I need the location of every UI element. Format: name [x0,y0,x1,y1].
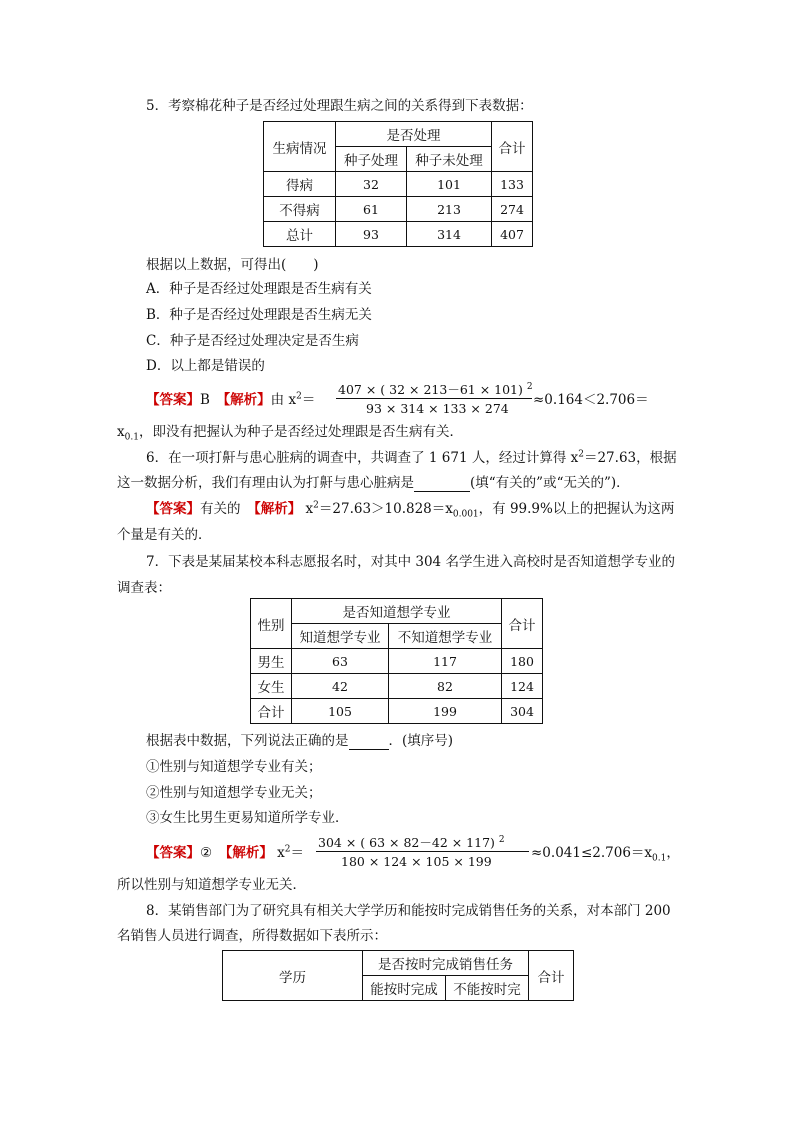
numerator-text: 407 × ( 32 × 213－61 × 101) [338,382,527,397]
q7-item-1: ①性别与知道想学专业有关； [146,759,322,775]
q5-answer-line [146,391,315,409]
q5-option-a: A．种子是否经过处理跟是否生病有关 [146,281,372,297]
row-label: 得病 [264,172,336,197]
q6-line2 [117,474,630,492]
table-row [251,649,543,674]
q8-header-total: 合计 [529,951,574,1001]
superscript: 2 [498,834,505,845]
q7-prompt [146,732,453,750]
q7-prompt-text: 根据表中数据，下列说法正确的是 [146,733,349,749]
q7-answer-line [146,844,304,862]
q5-denominator: 93 × 314 × 133 × 274 [366,401,509,416]
answer-value: ② [200,845,213,861]
q7-numerator [318,833,505,851]
q7-prompt-text: ．(填序号) [388,733,454,749]
answer-tag: 【答案】 [146,501,200,517]
answer-value: B [200,392,210,408]
q5-analysis-post: ≈0.164＜2.706＝ [533,392,649,408]
answer-tag: 【答案】 [146,845,200,861]
q7-line1: 7．下表是某届某校本科志愿报名时，对其中 304 名学生进入高校时是否知道想学专业的 [146,554,675,570]
q6-text-tail: ＝27.63，根据 [583,450,677,466]
row-label: 合计 [251,699,292,724]
superscript: 2 [526,381,533,392]
cell: 304 [502,699,543,724]
q6-text: 6．在一项打鼾与患心脏病的调查中，共调查了 1 671 人，经过计算得 x [146,450,579,466]
q5-header-group: 是否处理 [336,122,492,147]
cell: 101 [407,172,492,197]
analysis-text: ，有 99.9%以上的把握认为这两 [478,501,675,517]
x-var: x [117,424,125,440]
superscript: 2 [296,391,302,402]
q7-item-2: ②性别与知道想学专业无关； [146,785,322,801]
table-row [264,197,533,222]
q6-line1 [146,449,677,467]
cell: 61 [336,197,407,222]
cell: 93 [336,222,407,247]
equals: ＝ [301,392,316,408]
cell: 314 [407,222,492,247]
q6-answer-line [146,500,674,518]
table-row [251,674,543,699]
q6-text: (填“有关的”或“无关的”)． [470,475,630,491]
q8-header-col2: 不能按时完 [446,976,529,1001]
q5-header-total: 合计 [492,122,533,172]
q8-line1: 8．某销售部门为了研究具有相关大学学历和能按时完成销售任务的关系，对本部门 200 [146,903,671,919]
cell: 124 [502,674,543,699]
q7-header-col2: 不知道想学专业 [389,624,502,649]
subscript: 0.1 [124,432,139,443]
q6-analysis-last: 个量是有关的． [117,527,212,543]
q5-table [263,121,533,247]
table-row [264,172,533,197]
q5-header-row: 生病情况 [264,122,336,172]
cell: 42 [292,674,389,699]
q5-numerator [338,380,533,398]
q5-analysis-line2 [117,423,463,441]
cell: 63 [292,649,389,674]
q7-header-row: 性别 [251,599,292,649]
row-label: 男生 [251,649,292,674]
q7-analysis-last: 所以性别与知道想学专业无关． [117,877,306,893]
cell: 274 [492,197,533,222]
cell: 105 [292,699,389,724]
table-row [264,222,533,247]
cell: 117 [389,649,502,674]
analysis-tag: 【解析】 [225,845,273,861]
q8-header-group: 是否按时完成销售任务 [363,951,529,976]
answer-blank [349,735,389,750]
q5-header-col2: 种子未处理 [407,147,492,172]
analysis-text: 由 x [270,392,297,408]
analysis-text: ≈0.041≤2.706＝x [531,845,653,861]
q5-header-col1: 种子处理 [336,147,407,172]
q5-prompt: 根据以上数据，可得出( ) [146,257,319,273]
q7-denominator: 180 × 124 × 105 × 199 [341,854,492,869]
q5-option-b: B．种子是否经过处理跟是否生病无关 [146,307,372,323]
answer-value: 有关的 [200,501,241,517]
q8-line2: 名销售人员进行调查，所得数据如下表所示： [117,928,387,944]
equals: ＝ [290,845,304,861]
q7-header-group: 是否知道想学专业 [292,599,502,624]
q7-item-3: ③女生比男生更易知道所学专业． [146,810,349,826]
q7-header-col1: 知道想学专业 [292,624,389,649]
q8-table [222,950,574,1001]
cell: 213 [407,197,492,222]
superscript: 2 [313,500,319,511]
cell: 407 [492,222,533,247]
row-label: 不得病 [264,197,336,222]
row-label: 总计 [264,222,336,247]
q7-fraction-bar [316,851,529,852]
subscript: 0.1 [652,853,667,864]
cell: 32 [336,172,407,197]
row-label: 女生 [251,674,292,699]
table-row [251,699,543,724]
subscript: 0.001 [452,509,479,520]
answer-tag: 【答案】 [146,392,200,408]
conclusion-text: ，即没有把握认为种子是否经过处理跟是否生病有关． [138,424,463,440]
cell: 180 [502,649,543,674]
q8-header-col1: 能按时完成 [363,976,446,1001]
cell: 82 [389,674,502,699]
superscript: 2 [578,449,584,460]
q5-option-c: C．种子是否经过处理决定是否生病 [146,333,359,349]
numerator-text: 304 × ( 63 × 82－42 × 117) [318,835,499,850]
q7-line2: 调查表： [117,580,171,596]
analysis-text: x [301,501,314,517]
q6-text: 这一数据分析，我们有理由认为打鼾与患心脏病是 [117,475,414,491]
q7-header-total: 合计 [502,599,543,649]
answer-blank [414,477,470,492]
cell: 199 [389,699,502,724]
analysis-text: ， [666,845,680,861]
superscript: 2 [284,844,291,855]
q5-stem: 5．考察棉花种子是否经过处理跟生病之间的关系得到下表数据： [146,98,533,114]
analysis-text: ＝27.63＞10.828＝x [318,501,453,517]
q5-option-d: D．以上都是错误的 [146,358,265,374]
cell: 133 [492,172,533,197]
analysis-tag: 【解析】 [254,501,302,517]
analysis-text: x [272,845,285,861]
analysis-tag: 【解析】 [223,392,271,408]
q8-header-row: 学历 [223,951,363,1001]
q7-analysis-post [531,844,680,862]
q5-fraction-bar [336,398,532,399]
q7-table [250,598,543,724]
